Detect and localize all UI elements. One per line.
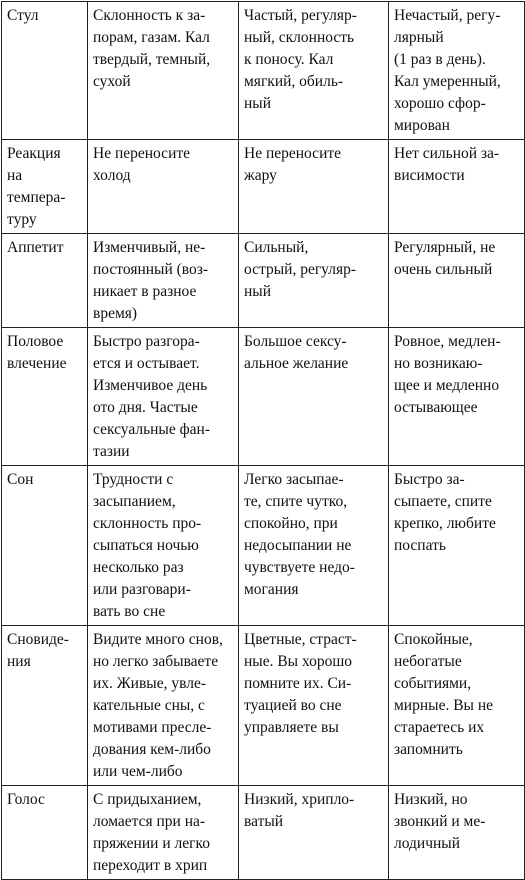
row-label: Голос — [2, 786, 88, 880]
row-label: Сон — [2, 466, 88, 626]
row-label: Реакция на темпера- туру — [2, 140, 88, 234]
row-label: Половое влечение — [2, 328, 88, 466]
row-label: Стул — [2, 2, 88, 140]
cell-vata: С придыханием, ломается при на- пряжении и легко переходит в хрип — [88, 786, 239, 880]
table-row — [2, 626, 525, 786]
cell-kapha: Нечастый, регу- лярный (1 раз в день). Кал умеренный, хорошо сфор- мирован — [389, 2, 525, 140]
table-row — [2, 2, 525, 140]
cell-kapha: Быстро за- сыпаете, спите крепко, любите поспать — [389, 466, 525, 626]
cell-kapha: Низкий, но звонкий и ме- лодичный — [389, 786, 525, 880]
cell-kapha: Ровное, медлен- но возникаю- щее и медленно остывающее — [389, 328, 525, 466]
cell-vata: Склонность к за- порам, газам. Кал твердый, темный, сухой — [88, 2, 239, 140]
cell-kapha: Спокойные, небогатые событиями, мирные. Вы не стараетесь их запомнить — [389, 626, 525, 786]
row-label: Аппетит — [2, 234, 88, 328]
cell-pitta: Не переносите жару — [239, 140, 389, 234]
cell-vata: Трудности с засыпанием, склонность про- сыпаться ночью несколько раз или разговари- вать во сне — [88, 466, 239, 626]
cell-vata: Изменчивый, не- постоянный (воз- никает в разное время) — [88, 234, 239, 328]
cell-vata: Быстро разгора- ется и остывает. Изменчивое день ото дня. Частые сексуальные фан- тазии — [88, 328, 239, 466]
cell-kapha: Регулярный, не очень сильный — [389, 234, 525, 328]
table-row — [2, 466, 525, 626]
table-row — [2, 328, 525, 466]
table-row — [2, 786, 525, 880]
table-row — [2, 234, 525, 328]
cell-vata: Не переносите холод — [88, 140, 239, 234]
cell-pitta: Низкий, хрипло- ватый — [239, 786, 389, 880]
dosha-comparison-table — [1, 1, 525, 880]
cell-pitta: Легко засыпае- те, спите чутко, спокойно, при недосыпании не чувствуете недо- могания — [239, 466, 389, 626]
row-label: Сновиде- ния — [2, 626, 88, 786]
cell-kapha: Нет сильной за- висимости — [389, 140, 525, 234]
cell-pitta: Частый, регуляр- ный, склонность к поносу. Кал мягкий, обиль- ный — [239, 2, 389, 140]
table-row — [2, 140, 525, 234]
cell-pitta: Большое сексу- альное желание — [239, 328, 389, 466]
cell-vata: Видите много снов, но легко забываете их. Живые, увле- кательные сны, с мотивами пресле- дования кем-либо или чем-либо — [88, 626, 239, 786]
cell-pitta: Сильный, острый, регуляр- ный — [239, 234, 389, 328]
cell-pitta: Цветные, страст- ные. Вы хорошо помните их. Си- туацией во сне управляете вы — [239, 626, 389, 786]
